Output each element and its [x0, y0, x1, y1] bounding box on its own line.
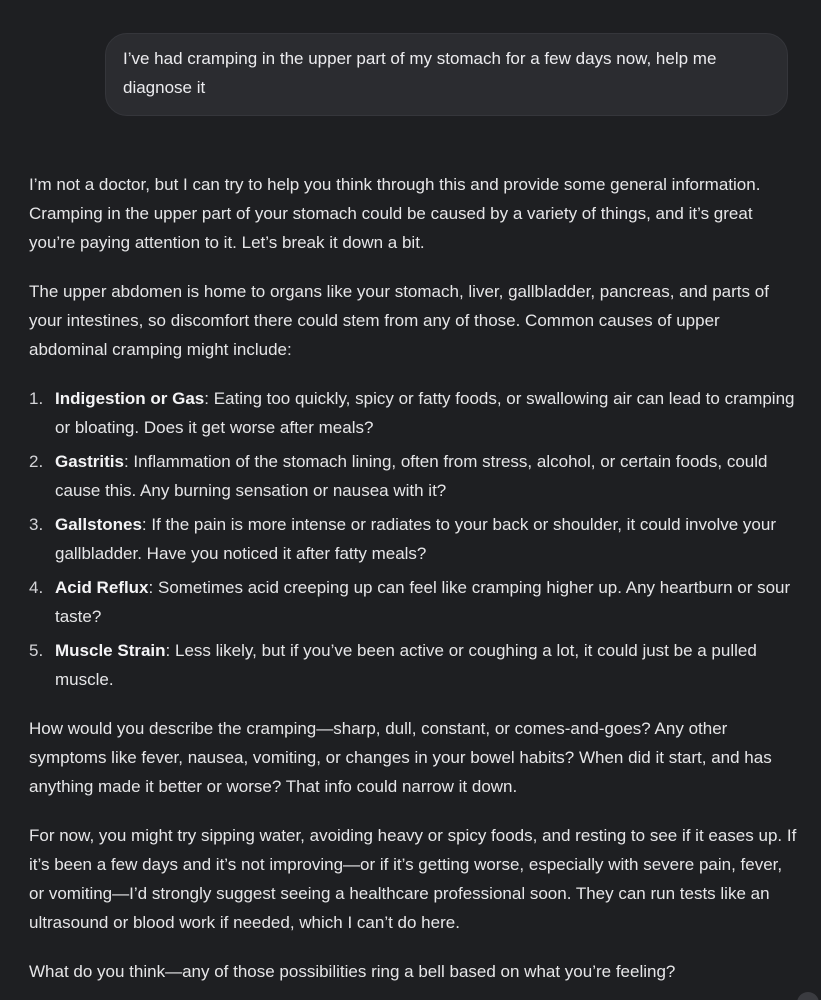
cause-title: Indigestion or Gas [55, 389, 205, 408]
user-message-text: I’ve had cramping in the upper part of my stomach for a few days now, help me diagnose it [123, 49, 717, 97]
scroll-to-bottom-button[interactable] [797, 992, 819, 1000]
list-item [29, 447, 799, 505]
cause-text: : If the pain is more intense or radiates to your back or shoulder, it could involve your gallbladder. Have you noticed it after fatty meals? [55, 515, 776, 563]
response-advice: For now, you might try sipping water, avoiding heavy or spicy foods, and resting to see if it eases up. If it’s been a few days and it’s not improving—or if it’s getting worse, especially with severe pain, fever, or vomiting—I’d strongly suggest seeing a healthcare professional soon. They can run tests like an ultrasound or blood work if needed, which I can’t do here. [29, 826, 797, 932]
causes-list [29, 384, 799, 694]
list-item [29, 384, 799, 442]
response-context: The upper abdomen is home to organs like your stomach, liver, gallbladder, pancreas, and parts of your intestines, so discomfort there could stem from any of those. Common causes of upper abdominal cramping might include: [29, 282, 769, 359]
list-number: 4. [29, 578, 44, 597]
list-number: 2. [29, 452, 44, 471]
cause-text: : Inflammation of the stomach lining, often from stress, alcohol, or certain foods, could cause this. Any burning sensation or nausea with it? [55, 452, 768, 500]
list-number: 5. [29, 641, 44, 660]
response-questions: How would you describe the cramping—sharp, dull, constant, or comes-and-goes? Any other symptoms like fever, nausea, vomiting, or changes in your bowel habits? When did it start, and has anything made it better or worse? That info could narrow it down. [29, 719, 772, 796]
cause-text: : Eating too quickly, spicy or fatty foods, or swallowing air can lead to cramping or bloating. Does it get worse after meals? [55, 389, 795, 437]
user-message-bubble [105, 33, 788, 116]
list-number: 1. [29, 389, 44, 408]
list-item [29, 510, 799, 568]
list-item [29, 636, 799, 694]
cause-title: Gallstones [55, 515, 142, 534]
list-item [29, 573, 799, 631]
cause-text: : Sometimes acid creeping up can feel like cramping higher up. Any heartburn or sour taste? [55, 578, 791, 626]
list-number: 3. [29, 515, 44, 534]
response-closing: What do you think—any of those possibilities ring a bell based on what you’re feeling? [29, 962, 676, 981]
cause-text: : Less likely, but if you’ve been active or coughing a lot, it could just be a pulled muscle. [55, 641, 757, 689]
cause-title: Gastritis [55, 452, 124, 471]
assistant-response [29, 170, 799, 1000]
cause-title: Muscle Strain [55, 641, 166, 660]
response-intro: I’m not a doctor, but I can try to help you think through this and provide some general information. Cramping in the upper part of your stomach could be caused by a variety of things, and it’s great you’re paying attention to it. Let’s break it down a bit. [29, 175, 761, 252]
cause-title: Acid Reflux [55, 578, 149, 597]
